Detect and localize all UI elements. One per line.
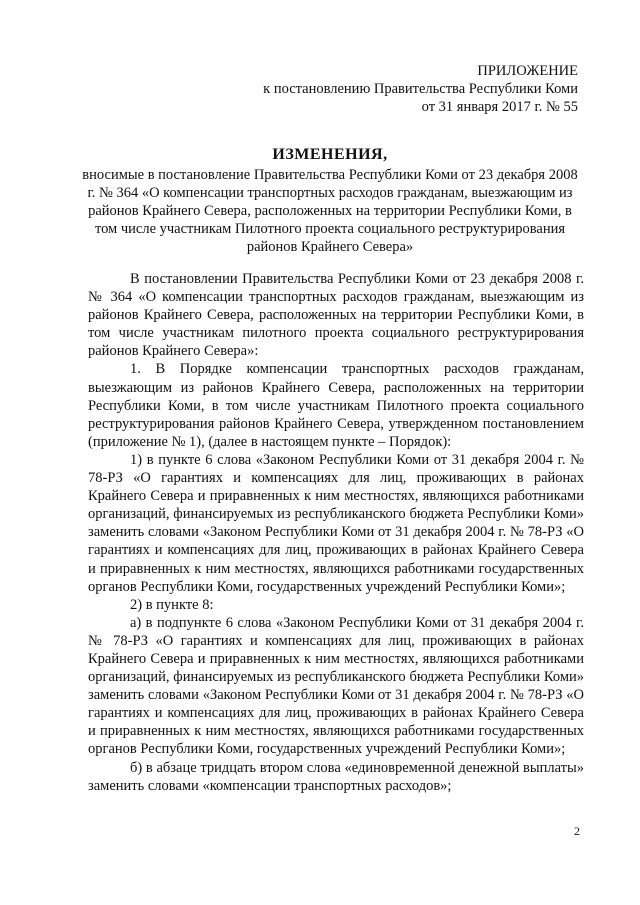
paragraph-intro: В постановлении Правительства Республики Коми от 23 декабря 2008 г. № 364 «О компенсации транспортных расходов гражданам, выезжающим из районов Крайнего Севера, расположенных на территории Республики Коми, в том числе участникам пилотного проекта социального реструктурирования районов Крайнего Севера»: [88, 271, 584, 360]
appendix-header [263, 62, 578, 116]
paragraph-subitem-1: 1) в пункте 6 слова «Законом Республики Коми от 31 декабря 2004 г. № 78-РЗ «О гарантиях и компенсациях для лиц, проживающих в районах Крайнего Севера и приравненных к ним местностях, являющихся работниками организаций, финансируемых из республиканского бюджета Республики Коми» заменить словами «Законом Республики Коми от 31 декабря 2004 г. № 78-РЗ «О гарантиях и компенсациях для лиц, проживающих в районах Крайнего Севера и приравненных к ним местностях, являющихся работниками государственных органов Республики Коми, государственных учреждений Республики Коми»; [88, 451, 584, 595]
appendix-line-2: к постановлению Правительства Республики Коми [263, 81, 578, 97]
document-heading: ИЗМЕНЕНИЯ, [272, 146, 388, 163]
paragraph-subitem-2a: а) в подпункте 6 слова «Законом Республики Коми от 31 декабря 2004 г. № 78-РЗ «О гарантиях и компенсациях для лиц, проживающих в районах Крайнего Севера и приравненных к ним местностях, являющихся работниками организаций, финансируемых из республиканского бюджета Республики Коми» заменить словами «Законом Республики Коми от 31 декабря 2004 г. № 78-РЗ «О гарантиях и компенсациях для лиц, проживающих в районах Крайнего Севера и приравненных к ним местностях, являющихся работниками государственных органов Республики Коми, государственных учреждений Республики Коми»; [88, 614, 584, 758]
appendix-title: ПРИЛОЖЕНИЕ [477, 63, 578, 79]
title-block [80, 146, 580, 256]
paragraph-item-1: 1. В Порядке компенсации транспортных расходов гражданам, выезжающим из районов Крайнего Севера, расположенных на территории Республики Коми, в том числе участникам Пилотного проекта социального реструктурирования районов Крайнего Севера, утвержденном постановлением (приложение № 1), (далее в настоящем пункте – Порядок): [88, 361, 584, 450]
document-subtitle: вносимые в постановление Правительства Республики Коми от 23 декабря 2008 г. № 364 «О компенсации транспортных расходов гражданам, выезжающим из районов Крайнего Севера, расположенных на территории Республики Коми, в том числе участникам Пилотного проекта социального реструктурирования районов Крайнего Севера» [82, 167, 578, 255]
paragraph-subitem-2: 2) в пункте 8: [130, 596, 214, 613]
paragraph-subitem-2b: б) в абзаце тридцать втором слова «единовременной денежной выплаты» заменить словами «компенсации транспортных расходов»; [88, 759, 584, 794]
document-body [88, 270, 584, 795]
page-number: 2 [574, 824, 580, 838]
appendix-line-3: от 31 января 2017 г. № 55 [421, 99, 578, 115]
